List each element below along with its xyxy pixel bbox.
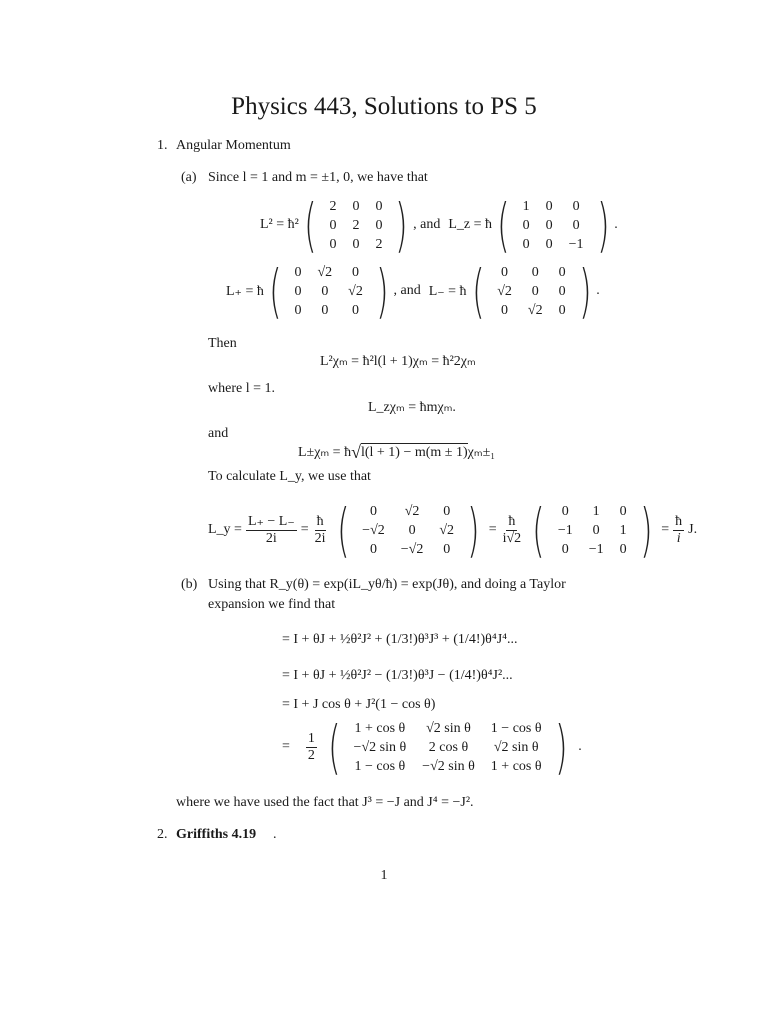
taylor-row-3: = I + J cos θ + J²(1 − cos θ) (282, 697, 436, 712)
and-1: , and (413, 217, 441, 232)
rotation-matrix-cell: √2 sin θ (426, 720, 471, 736)
lplus-matrix-cell: 0 (352, 302, 360, 318)
rotation-matrix-cell: √2 sin θ (493, 739, 539, 755)
ly-lhs: L_y = (208, 522, 242, 537)
lz-lhs: L_z = ħ (448, 217, 493, 232)
and-2: , and (393, 283, 421, 298)
ly-matrix-2-row (550, 540, 635, 559)
equals-4: = (282, 739, 290, 754)
where-l-text: where l = 1. (208, 381, 275, 396)
equals-3: = (661, 522, 670, 537)
l2-matrix-cell: 0 (329, 236, 337, 252)
part-a-label: (a) (181, 170, 197, 185)
lplus-matrix-cell: √2 (317, 264, 333, 280)
lminus-matrix-cell: 0 (531, 264, 539, 280)
page-number: 1 (380, 868, 388, 883)
rotation-matrix-cell: −√2 sin θ (422, 758, 475, 774)
lminus-matrix-cell: √2 (497, 283, 512, 299)
lminus-matrix-cell: 0 (558, 302, 566, 318)
lz-matrix-row (515, 216, 592, 235)
ly-matrix-1-cell: −√2 (362, 522, 385, 538)
l2-lz-equation (260, 191, 618, 259)
lminus-matrix-row (489, 263, 573, 282)
lz-matrix-row (515, 197, 592, 216)
ly-matrix-2-cell: 0 (561, 503, 569, 519)
problem-2-number: 2. (157, 827, 168, 842)
rotation-matrix-row (346, 757, 550, 776)
lminus-matrix-cell: 0 (501, 264, 509, 280)
half-den: 2 (307, 747, 315, 763)
lz-matrix-cell: 0 (522, 236, 530, 252)
rotation-matrix-row (346, 738, 550, 757)
lminus-lhs: L₋ = ħ (428, 283, 467, 299)
lplus-matrix-cell: 0 (294, 264, 302, 280)
l2-matrix-cell: 0 (329, 217, 337, 233)
ly-matrix-2-cell: 1 (619, 522, 627, 538)
rotation-matrix-cell: 1 − cos θ (354, 758, 406, 774)
problem-1-heading: Angular Momentum (176, 138, 291, 153)
lminus-matrix-cell: 0 (558, 283, 566, 299)
taylor-row-1: = I + θJ + ½θ²J² + (1/3!)θ³J³ + (1/4!)θ⁴J⁴... (282, 632, 518, 647)
ly-matrix-2-cell: 0 (619, 541, 627, 557)
ly-matrix-2-cell: −1 (557, 522, 573, 538)
and-text: and (208, 426, 229, 441)
lz-matrix-row (515, 235, 592, 254)
hbar-over-i-sqrt2 (501, 514, 524, 547)
ly-matrix-2: ( 0 1 0 −1 0 1 0 −1 0 ) (532, 496, 653, 564)
l2-matrix-cell: 2 (352, 217, 360, 233)
eq-lpm-root: l(l + 1) − m(m ± 1) (360, 445, 468, 460)
lplus-matrix-cell: 0 (294, 283, 302, 299)
taylor-row-4 (282, 713, 582, 781)
final-period: . (578, 739, 582, 754)
hbar-num-3: ħ (675, 513, 683, 529)
equals-1: = (300, 522, 309, 537)
ly-matrix-2-cell: 0 (592, 522, 600, 538)
lplus-matrix-row (286, 301, 370, 320)
part-b-line-1: Using that R_y(θ) = exp(iL_yθ/ħ) = exp(Jθ), and doing a Taylor (208, 577, 566, 592)
lminus-matrix-row (489, 282, 573, 301)
rotation-matrix-cell: −√2 sin θ (353, 739, 407, 755)
taylor-row-2: = I + θJ + ½θ²J² − (1/3!)θ³J − (1/4!)θ⁴J²... (282, 668, 513, 683)
eq-lz-chi: L_zχₘ = ħmχₘ. (368, 400, 456, 415)
lplus-matrix-cell: 0 (352, 264, 360, 280)
lz-matrix-cell: −1 (568, 236, 584, 252)
part-b-line-2: expansion we find that (208, 597, 336, 612)
lminus-matrix-cell: 0 (531, 283, 539, 299)
lplus-matrix-cell: 0 (321, 302, 329, 318)
ly-matrix-1-cell: √2 (439, 522, 455, 538)
ly-matrix-2-cell: 0 (561, 541, 569, 557)
lz-matrix: ( 1 0 0 0 0 0 0 0 −1 ) (497, 191, 610, 259)
rotation-matrix-row (346, 719, 550, 738)
i-sqrt2-den: i√2 (502, 530, 522, 546)
ly-frac-den: 2i (265, 530, 277, 546)
period-2: . (596, 283, 600, 298)
l2-matrix-cell: 2 (329, 198, 337, 214)
ly-matrix-2-row (550, 502, 635, 521)
l2-matrix-cell: 0 (375, 217, 383, 233)
eq-lpm-right: χₘ±₁ (467, 445, 496, 460)
problem-2-period: . (273, 827, 277, 842)
ly-matrix-2-cell: −1 (588, 541, 604, 557)
ly-matrix-1-cell: √2 (404, 503, 420, 519)
ly-matrix-1-row (354, 502, 462, 521)
part-a-intro: Since l = 1 and m = ±1, 0, we have that (208, 170, 428, 185)
lplus-lhs: L₊ = ħ (226, 283, 264, 299)
lminus-matrix: ( 0 0 0 √2 0 0 0 √2 0 ) (471, 257, 592, 325)
sqrt-sign-icon: √ (351, 442, 361, 462)
ly-frac-num: L₊ − L₋ (247, 513, 295, 529)
l2-matrix-cell: 0 (352, 198, 360, 214)
lplus-matrix-cell: 0 (294, 302, 302, 318)
lz-matrix-cell: 0 (545, 236, 553, 252)
lplus-matrix-row (286, 282, 370, 301)
equals-2: = (488, 522, 497, 537)
ly-matrix-1-cell: −√2 (400, 541, 424, 557)
ly-matrix-1-cell: 0 (443, 503, 451, 519)
eq-lpm-chi (298, 443, 495, 461)
l2-matrix-cell: 2 (375, 236, 383, 252)
l2-matrix-cell: 0 (375, 198, 383, 214)
ly-matrix-1-row (354, 540, 462, 559)
lz-matrix-cell: 0 (545, 217, 553, 233)
footnote-text: where we have used the fact that J³ = −J and J⁴ = −J². (176, 795, 474, 810)
rotation-matrix-cell: 2 cos θ (428, 739, 469, 755)
l2-matrix-row (321, 235, 390, 254)
ly-matrix-2-row (550, 521, 635, 540)
then-text: Then (208, 336, 237, 351)
ly-matrix-2-cell: 0 (619, 503, 627, 519)
l2-matrix-row (321, 216, 390, 235)
lz-matrix-cell: 0 (522, 217, 530, 233)
ly-matrix-1-cell: 0 (369, 503, 377, 519)
ly-matrix-1-cell: 0 (443, 541, 451, 557)
eq-lpm-left: L±χₘ = ħ (298, 445, 352, 460)
ly-matrix-1-cell: 0 (408, 522, 416, 538)
l2-lhs: L² = ħ² (260, 217, 299, 232)
rotation-matrix-cell: 1 + cos θ (354, 720, 406, 736)
one-half (306, 731, 317, 764)
part-b-label: (b) (181, 577, 198, 592)
rotation-matrix-cell: 1 + cos θ (490, 758, 542, 774)
calc-ly-text: To calculate L_y, we use that (208, 469, 371, 484)
lplus-lminus-equation (226, 257, 600, 325)
lz-matrix-cell: 1 (522, 198, 530, 214)
page-title: Physics 443, Solutions to PS 5 (231, 93, 537, 120)
lz-matrix-cell: 0 (545, 198, 553, 214)
two-i-den: 2i (314, 530, 326, 546)
period-1: . (614, 217, 618, 232)
rotation-matrix-cell: 1 − cos θ (490, 720, 542, 736)
lminus-matrix-cell: 0 (501, 302, 509, 318)
l2-matrix-row (321, 197, 390, 216)
ly-matrix-1-row (354, 521, 462, 540)
problem-1-number: 1. (157, 138, 168, 153)
ly-matrix-1: ( 0 √2 0 −√2 0 √2 0 −√2 0 ) (336, 496, 480, 564)
j-end: J. (688, 522, 698, 537)
lz-matrix-cell: 0 (572, 198, 580, 214)
lminus-matrix-row (489, 301, 573, 320)
eq-l2-chi: L²χₘ = ħ²l(l + 1)χₘ = ħ²2χₘ (320, 354, 476, 369)
lplus-matrix-row (286, 263, 370, 282)
ly-matrix-1-cell: 0 (369, 541, 377, 557)
lplus-matrix-cell: √2 (348, 283, 363, 299)
hbar-over-i (673, 514, 684, 547)
lz-matrix-cell: 0 (572, 217, 580, 233)
problem-2-heading: Griffiths 4.19 (176, 827, 257, 842)
l2-matrix-cell: 0 (352, 236, 360, 252)
i-den: i (676, 530, 681, 546)
lminus-matrix-cell: 0 (558, 264, 566, 280)
half-num: 1 (307, 730, 315, 746)
ly-equation (208, 496, 698, 564)
rotation-matrix: ( 1 + cos θ √2 sin θ 1 − cos θ −√2 sin θ 2 cos θ √2 sin θ 1 − cos θ −√2 sin θ 1 + cos θ ) (328, 713, 568, 781)
l2-matrix: ( 2 0 0 0 2 0 0 0 2 ) (303, 191, 409, 259)
hbar-over-2i (313, 514, 328, 547)
hbar-num-2: ħ (508, 513, 516, 529)
lplus-matrix-cell: 0 (321, 283, 329, 299)
lplus-matrix: ( 0 √2 0 0 0 √2 0 0 0 ) (268, 257, 389, 325)
lminus-matrix-cell: √2 (527, 302, 543, 318)
ly-fraction (246, 514, 297, 547)
hbar-num-1: ħ (316, 513, 324, 529)
ly-matrix-2-cell: 1 (592, 503, 600, 519)
